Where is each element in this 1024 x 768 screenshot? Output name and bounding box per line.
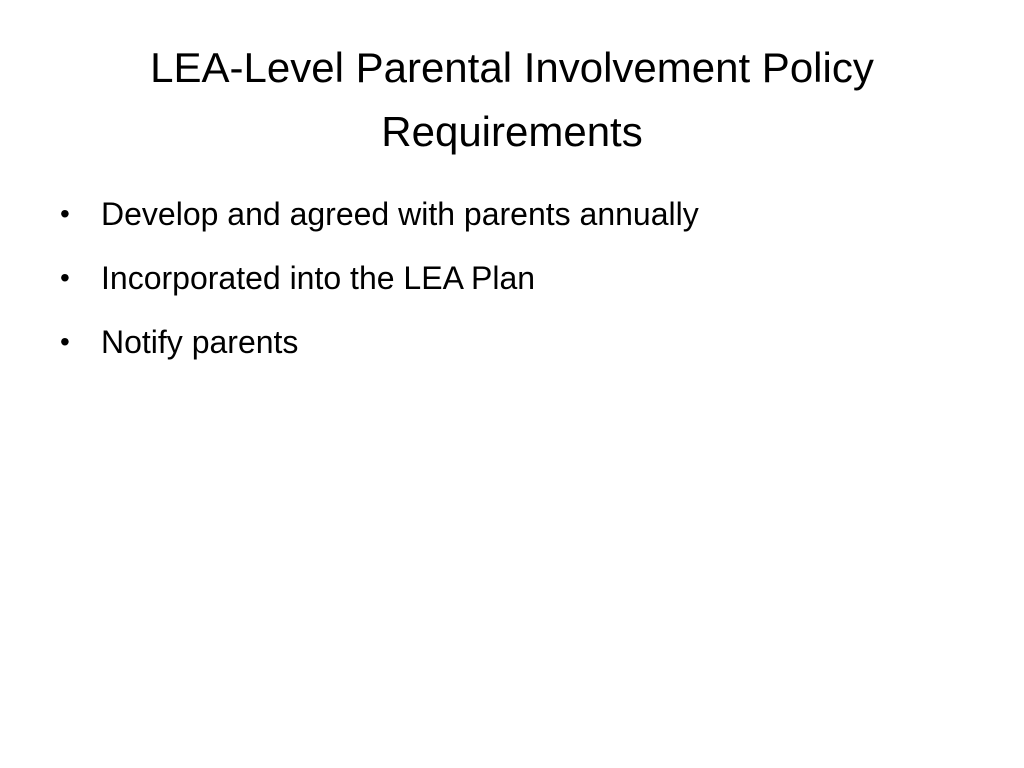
bullet-item	[56, 310, 976, 374]
bullet-text: Incorporated into the LEA Plan	[101, 260, 536, 296]
bullet-icon: •	[60, 198, 70, 229]
bullet-item	[56, 246, 976, 310]
bullet-item	[56, 182, 976, 246]
bullet-icon: •	[60, 326, 70, 357]
bullet-text: Develop and agreed with parents annually	[101, 196, 699, 232]
bullet-list	[56, 182, 976, 374]
bullet-icon: •	[60, 262, 70, 293]
bullet-text: Notify parents	[101, 324, 299, 360]
slide-title: LEA-Level Parental Involvement Policy Requirements	[150, 44, 874, 155]
